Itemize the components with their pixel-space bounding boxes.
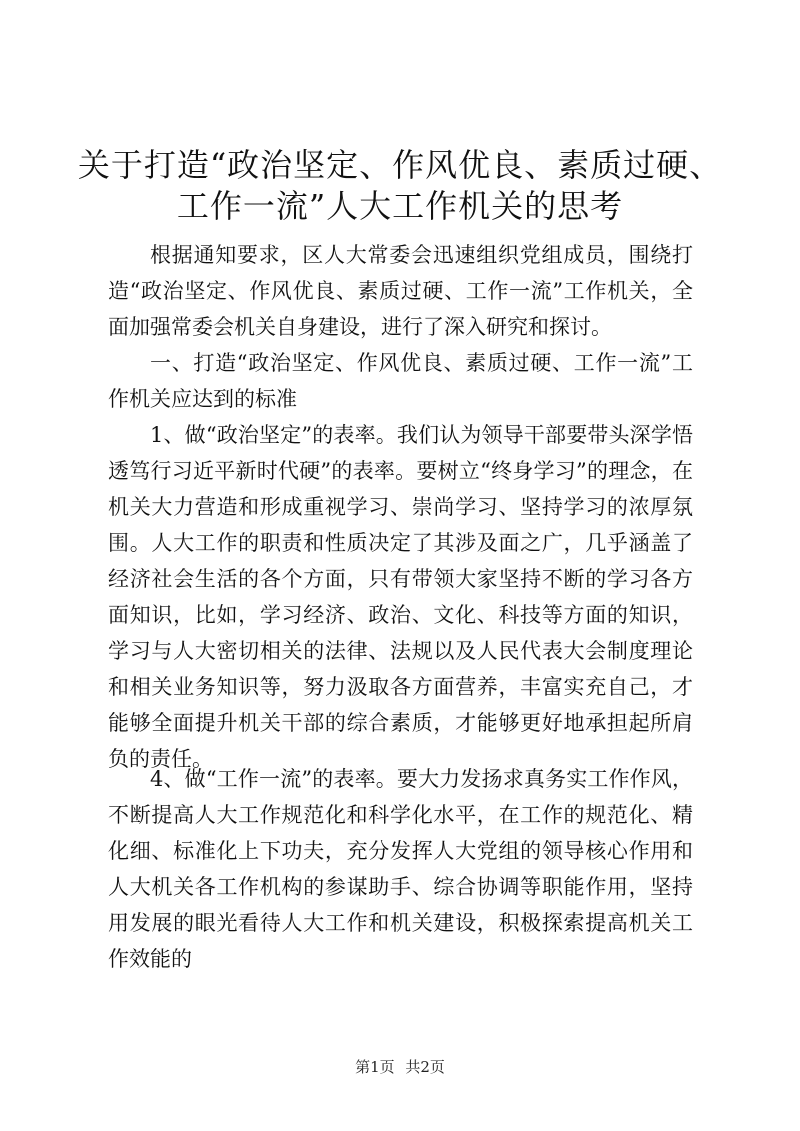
document-title-line-2: 工作一流”人大工作机关的思考: [176, 187, 624, 225]
document-body: [108, 237, 693, 777]
document-title-line-1: 关于打造“政治坚定、作风优良、素质过硬、: [77, 146, 723, 184]
paragraph-intro: 根据通知要求，区人大常委会迅速组织党组成员，围绕打造“政治坚定、作风优良、素质过硬、工作一流”工作机关，全面加强常委会机关自身建设，进行了深入研究和探讨。: [108, 243, 693, 339]
paragraph-section-heading: 一、打造“政治坚定、作风优良、素质过硬、工作一流”工作机关应达到的标准: [108, 351, 693, 411]
paragraph-point-1: 1、做“政治坚定”的表率。我们认为领导干部要带头深学悟透笃行习近平新时代硬”的表率。要树立“终身学习”的理念，在机关大力营造和形成重视学习、崇尚学习、坚持学习的浓厚氛围。人大工作的职责和性质决定了其涉及面之广，几乎涵盖了经济社会生活的各个方面，只有带领大家坚持不断的学习各方面知识，比如，学习经济、政治、文化、科技等方面的知识，学习与人大密切相关的法律、法规以及人民代表大会制度理论和相关业务知识等，努力汲取各方面营养，丰富实充自己，才能够全面提升机关干部的综合素质，才能够更好地承担起所肩负的责任。: [108, 423, 693, 771]
paragraph-point-4: 4、做“工作一流”的表率。要大力发扬求真务实工作作风，不断提高人大工作规范化和科学化水平，在工作的规范化、精化细、标准化上下功夫，充分发挥人大党组的领导核心作用和人大机关各工作机构的参谋助手、综合协调等职能作用，坚持用发展的眼光看待人大工作和机关建设，积极探索提高机关工作效能的: [108, 767, 693, 971]
document-body-continued: [108, 761, 693, 977]
page-total: 共2页: [405, 1058, 445, 1076]
page-footer: [0, 1057, 800, 1077]
page-number: 第1页: [355, 1058, 395, 1076]
